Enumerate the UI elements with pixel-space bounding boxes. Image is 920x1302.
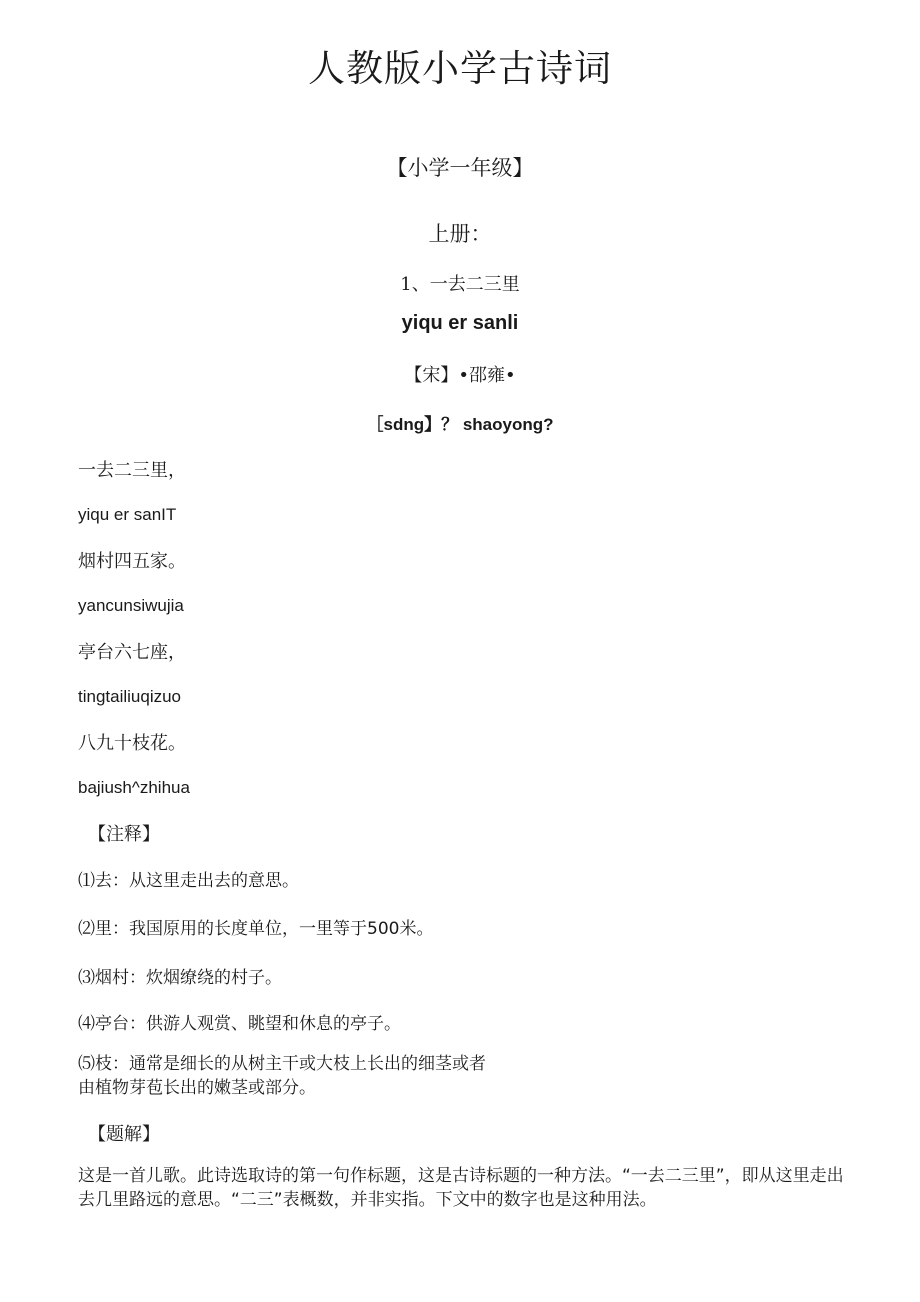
note-item: ⑸枝：通常是细长的从树主干或大枝上长出的细茎或者由植物芽苞长出的嫩茎或部分。 — [78, 1054, 486, 1098]
notes-heading: 【注释】 — [88, 824, 160, 845]
poem-line: 一去二三里， — [78, 460, 186, 481]
poem-line-pinyin: bajiush^zhihua — [78, 778, 190, 797]
poem-line-pinyin: tingtailiuqizuo — [78, 687, 182, 706]
volume-heading: 上册： — [428, 222, 492, 246]
note-item: ⑷亭台：供游人观赏、眺望和休息的亭子。 — [78, 1014, 401, 1034]
note-item: ⑵里：我国原用的长度单位，一里等于500米。 — [78, 919, 434, 939]
poem-author: 【宋】•邵雍• — [404, 365, 516, 386]
poem-line: 烟村四五家。 — [78, 551, 186, 572]
poem-title: 1、一去二三里 — [400, 274, 520, 295]
poem-title-pinyin: yiqu er sanli — [401, 312, 519, 334]
poem-line-pinyin: yancunsiwujia — [78, 596, 184, 615]
poem-line: 八九十枝花。 — [78, 733, 186, 754]
document-title: 人教版小学古诗词 — [308, 47, 612, 90]
poem-line-pinyin: yiqu er sanIT — [78, 505, 177, 524]
note-item: ⑴去：从这里走出去的意思。 — [78, 871, 299, 891]
note-item: ⑶烟村：炊烟缭绕的村子。 — [78, 968, 282, 988]
analysis-heading: 【题解】 — [88, 1124, 160, 1145]
poem-author-pinyin: ［sdng】？ shaoyong? — [366, 415, 554, 434]
grade-heading: 【小学一年级】 — [386, 156, 534, 180]
analysis-paragraph: 这是一首儿歌。此诗选取诗的第一句作标题，这是古诗标题的一种方法。“一去二三里”，即从这里走出去几里路远的意思。“二三”表概数，并非实指。下文中的数字也是这种用法。 — [78, 1166, 844, 1210]
poem-line: 亭台六七座， — [78, 642, 186, 663]
